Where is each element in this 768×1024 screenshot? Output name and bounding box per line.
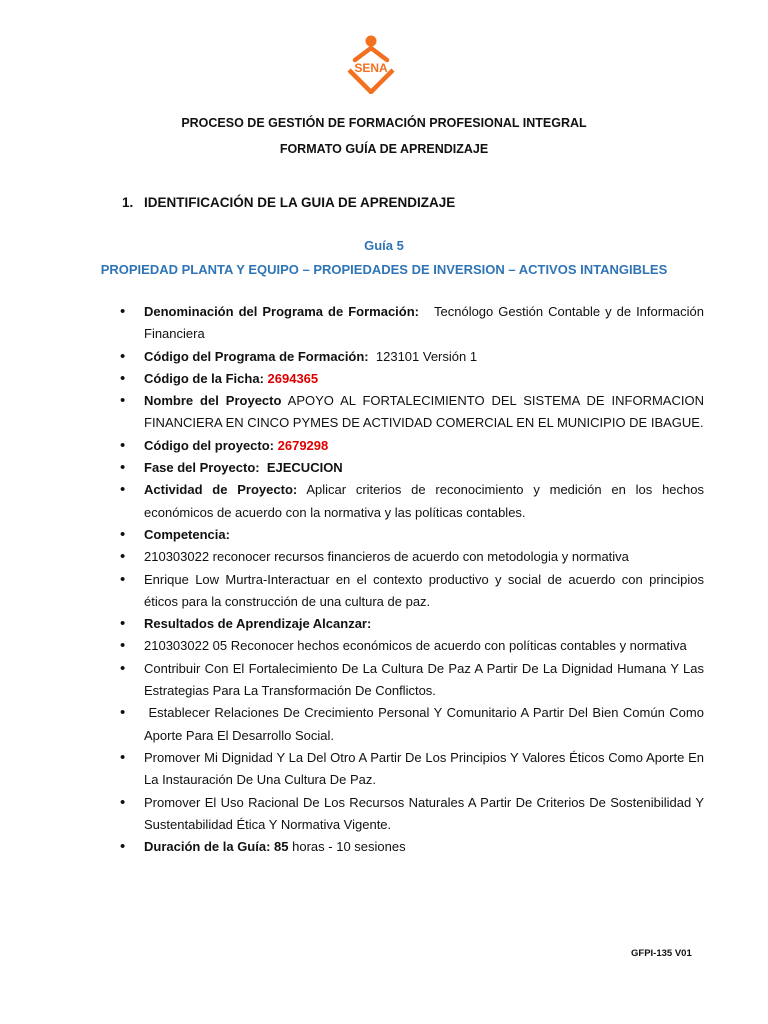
item-label: Código del Programa de Formación:: [144, 348, 369, 364]
guide-title: PROPIEDAD PLANTA Y EQUIPO – PROPIEDADES DE INVERSION – ACTIVOS INTANGIBLES: [100, 262, 668, 277]
item-label: Duración de la Guía:: [144, 839, 271, 855]
item-label: Resultados de Aprendizaje Alcanzar:: [144, 616, 372, 632]
item-label: Actividad de Proyecto:: [144, 482, 298, 498]
list-item-resultado-5: [120, 792, 704, 837]
item-label: Código de la Ficha:: [144, 370, 264, 386]
item-text: Enrique Low Murtra-Interactuar en el contexto productivo y social de acuerdo con principios éticos para la construcción de una cultura de paz.: [144, 571, 704, 609]
item-label: Código del proyecto:: [144, 437, 274, 453]
section-heading-text: IDENTIFICACIÓN DE LA GUIA DE APRENDIZAJE: [144, 195, 456, 210]
list-item-fase: [120, 457, 704, 479]
item-label: Denominación del Programa de Formación:: [144, 304, 419, 319]
item-code: 210303022 05: [144, 638, 228, 654]
footer-code: GFPI-135 V01: [631, 948, 692, 959]
item-label: Competencia:: [144, 526, 230, 542]
item-value: 2679298: [277, 437, 329, 453]
item-label: Nombre del Proyecto: [144, 393, 282, 409]
item-value: APOYO AL FORTALECIMIENTO DEL SISTEMA DE INFORMACION FINANCIERA EN CINCO PYMES DE ACTIVIDAD COMERCIAL EN EL MUNICIPIO DE IBAGUE.: [144, 393, 704, 431]
item-value: Tecnólogo Gestión Contable y de Información Financiera: [144, 304, 704, 342]
list-item-resultado-3: [120, 702, 704, 747]
section-number: 1.: [122, 195, 134, 210]
list-item-resultados: [120, 613, 704, 635]
guide-label: Guía 5: [364, 238, 404, 253]
list-item-ficha: [120, 368, 704, 390]
item-text: Establecer Relaciones De Crecimiento Personal Y Comunitario A Partir Del Bien Común Como Aporte Para El Desarrollo Social.: [144, 705, 704, 743]
item-value: 2694365: [267, 370, 319, 386]
sena-logo: [340, 34, 402, 94]
section-heading: [122, 195, 455, 210]
list-item-programa: [120, 301, 704, 346]
item-text: Reconocer hechos económicos de acuerdo con políticas contables y normativa: [230, 638, 687, 654]
list-item-duracion: [120, 836, 704, 858]
list-item-proyecto: [120, 390, 704, 435]
list-item-codigo-proyecto: [120, 435, 704, 457]
document-subtitle: FORMATO GUÍA DE APRENDIZAJE: [279, 142, 489, 156]
item-hours: 85: [274, 839, 289, 855]
item-text: Promover El Uso Racional De Los Recursos Naturales A Partir De Criterios De Sostenibilidad Y Sustentabilidad Ética Y Normativa Vigente.: [144, 794, 704, 832]
item-value: Aplicar criterios de reconocimiento y medición en los hechos económicos de acuerdo con la normativa y las políticas contables.: [144, 482, 704, 520]
item-text: 210303022 reconocer recursos financieros de acuerdo con metodologia y normativa: [144, 549, 629, 565]
list-item-competencia: [120, 524, 704, 546]
list-item-actividad: [120, 479, 704, 524]
list-item-resultado-4: [120, 747, 704, 792]
list-item-competencia-2: [120, 569, 704, 614]
list-item-codigo-programa: [120, 346, 704, 368]
list-item-resultado-2: [120, 658, 704, 703]
document-title: PROCESO DE GESTIÓN DE FORMACIÓN PROFESIONAL INTEGRAL: [181, 116, 587, 130]
identification-list: [120, 301, 704, 858]
item-text: Contribuir Con El Fortalecimiento De La Cultura De Paz A Partir De La Dignidad Humana Y Las Estrategias Para La Transformación De Conflictos.: [144, 660, 704, 699]
list-item-competencia-1: [120, 546, 704, 568]
sena-logo-text: SENA: [354, 61, 388, 75]
item-value: horas - 10 sesiones: [292, 839, 406, 855]
item-value: EJECUCION: [266, 460, 343, 476]
list-item-resultado-1: [120, 635, 704, 657]
item-value: 123101 Versión 1: [375, 348, 478, 364]
item-label: Fase del Proyecto:: [144, 460, 260, 476]
item-text: Promover Mi Dignidad Y La Del Otro A Partir De Los Principios Y Valores Éticos Como Aporte En La Instauración De Una Cultura De Paz.: [144, 749, 704, 788]
